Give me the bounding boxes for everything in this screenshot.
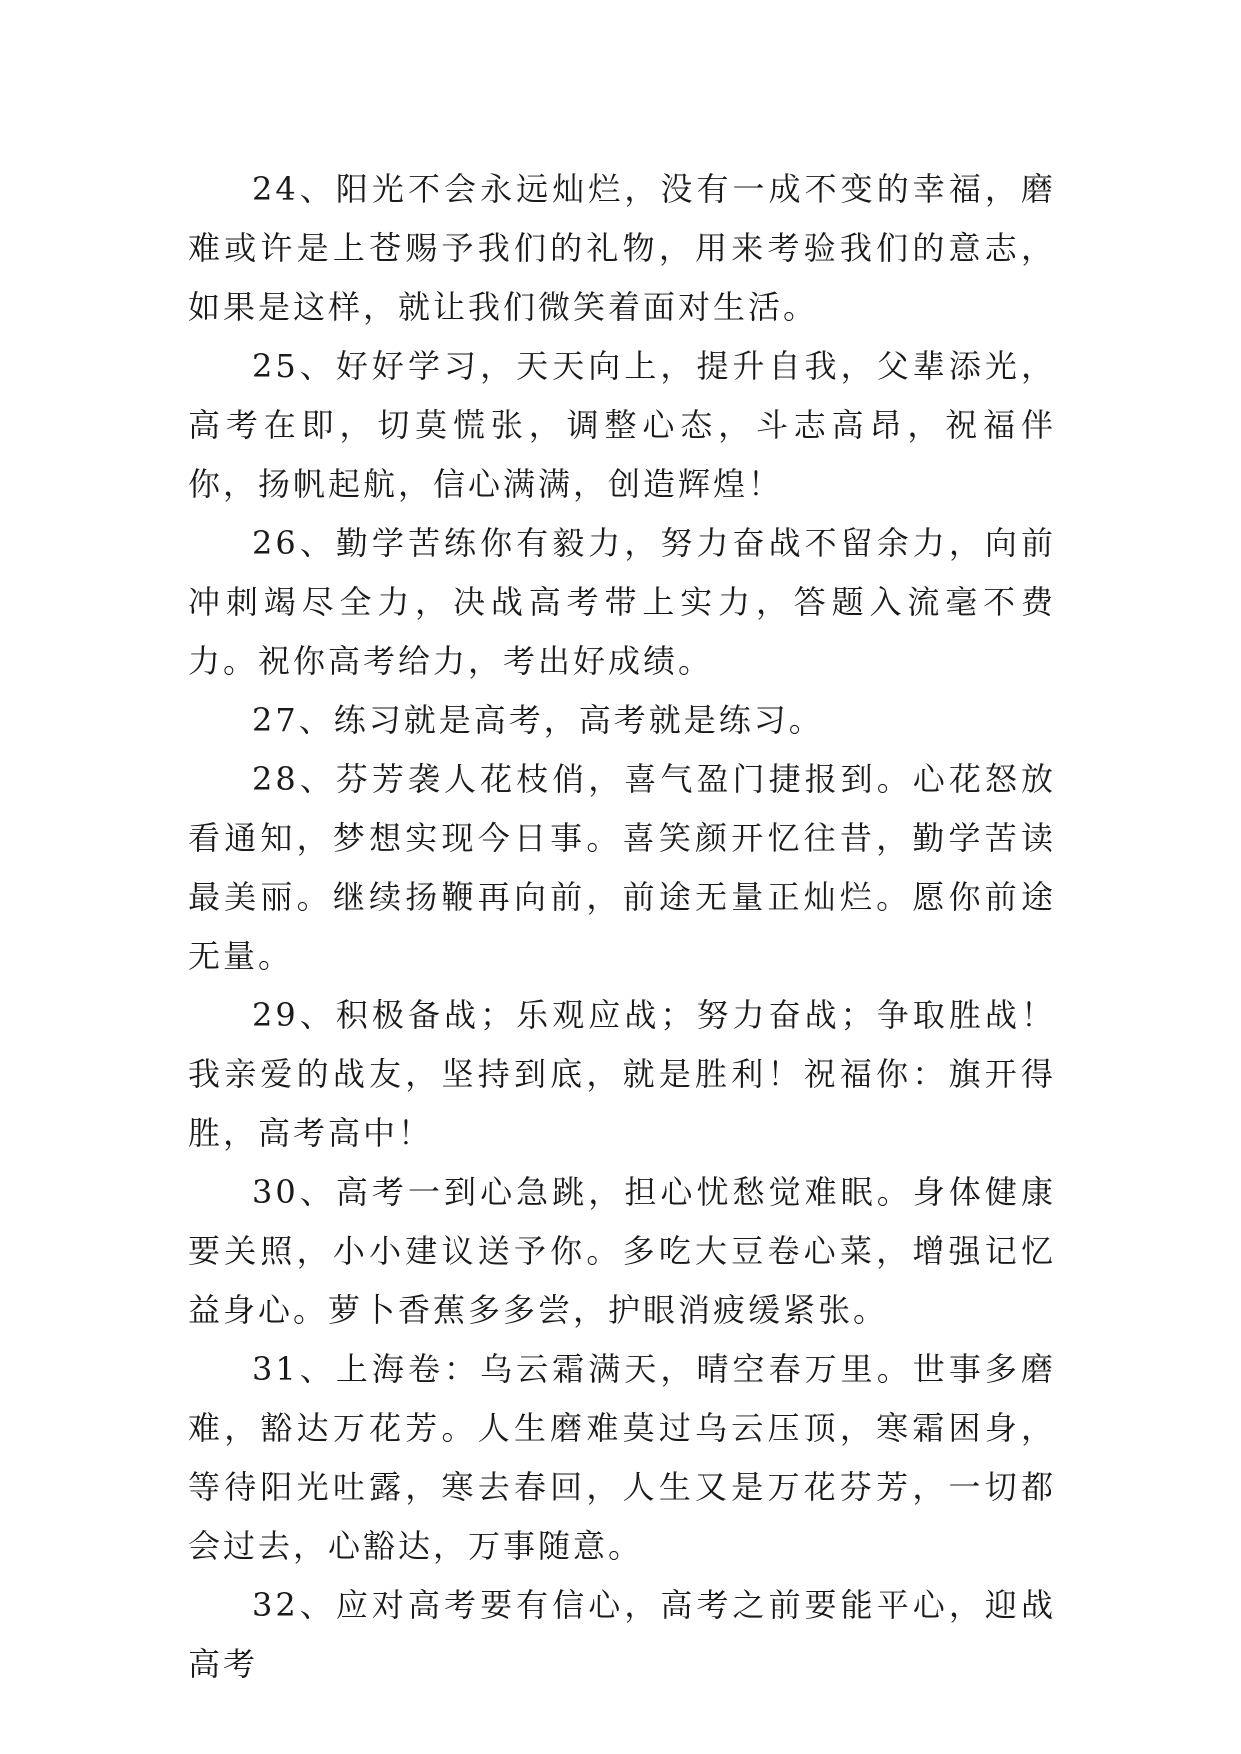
document-body (188, 160, 1056, 1694)
paragraph-27: 27、练习就是高考，高考就是练习。 (252, 701, 824, 739)
paragraph-26: 26、勤学苦练你有毅力，努力奋战不留余力，向前冲刺竭尽全力，决战高考带上实力，答题入流毫不费力。祝你高考给力，考出好成绩。 (188, 524, 1056, 680)
paragraph-28: 28、芬芳袭人花枝俏，喜气盈门捷报到。心花怒放看通知，梦想实现今日事。喜笑颜开忆往昔，勤学苦读最美丽。继续扬鞭再向前，前途无量正灿烂。愿你前途无量。 (188, 760, 1056, 975)
paragraph-24: 24、阳光不会永远灿烂，没有一成不变的幸福，磨难或许是上苍赐予我们的礼物，用来考验我们的意志，如果是这样，就让我们微笑着面对生活。 (188, 170, 1056, 326)
paragraph-30: 30、高考一到心急跳，担心忧愁觉难眠。身体健康要关照，小小建议送予你。多吃大豆卷心菜，增强记忆益身心。萝卜香蕉多多尝，护眼消疲缓紧张。 (188, 1173, 1056, 1329)
paragraph-25: 25、好好学习，天天向上，提升自我，父辈添光，高考在即，切莫慌张，调整心态，斗志高昂，祝福伴你，扬帆起航，信心满满，创造辉煌！ (188, 347, 1056, 503)
paragraph-29: 29、积极备战；乐观应战；努力奋战；争取胜战！我亲爱的战友，坚持到底，就是胜利！祝福你：旗开得胜，高考高中！ (188, 996, 1056, 1152)
paragraph-32: 32、应对高考要有信心，高考之前要能平心，迎战高考 (188, 1586, 1056, 1683)
paragraph-31: 31、上海卷：乌云霜满天，晴空春万里。世事多磨难，豁达万花芳。人生磨难莫过乌云压顶，寒霜困身，等待阳光吐露，寒去春回，人生又是万花芬芳，一切都会过去，心豁达，万事随意。 (188, 1350, 1056, 1565)
